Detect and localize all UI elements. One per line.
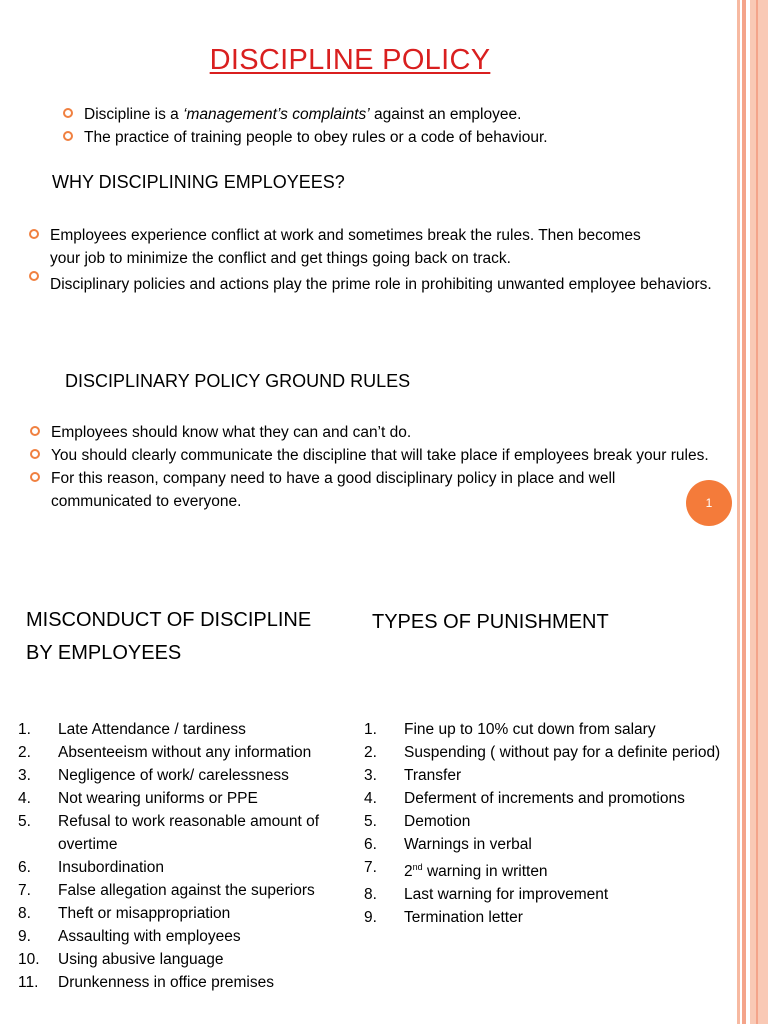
item-text: Assaulting with employees xyxy=(58,928,241,945)
item-text: Demotion xyxy=(404,813,471,830)
list-item xyxy=(364,741,724,764)
item-number: 2. xyxy=(18,744,31,761)
list-item xyxy=(18,925,358,948)
item-superscript: nd xyxy=(412,862,423,872)
bullet-icon xyxy=(30,472,40,482)
list-item xyxy=(18,718,358,741)
list-item: Discipline is a ‘management’s complaints’ against an employee. xyxy=(84,103,724,126)
list-item xyxy=(364,833,724,856)
ground-rules-list xyxy=(51,421,721,513)
list-item: Employees should know what they can and can’t do. xyxy=(51,421,721,444)
item-number: 3. xyxy=(364,767,377,784)
list-item: You should clearly communicate the discipline that will take place if employees break your rules. xyxy=(51,444,721,467)
misconduct-list xyxy=(18,718,358,994)
item-number: 10. xyxy=(18,951,40,968)
item-text: Transfer xyxy=(404,767,462,784)
list-item xyxy=(364,906,724,929)
section-heading-punishment: TYPES OF PUNISHMENT xyxy=(372,611,609,633)
border-stripe xyxy=(756,0,758,1024)
item-text: Late Attendance / tardiness xyxy=(58,721,246,738)
page-number-badge: 1 xyxy=(686,480,732,526)
item-text: False allegation against the superiors xyxy=(58,882,315,899)
list-item: Employees experience conflict at work and sometimes break the rules. Then becomes your job to minimize the conflict and get things going back on track. xyxy=(50,224,650,270)
item-number: 4. xyxy=(364,790,377,807)
item-number: 5. xyxy=(18,813,31,830)
item-number: 8. xyxy=(18,905,31,922)
list-item xyxy=(364,810,724,833)
section-heading-misconduct: MISCONDUCT OF DISCIPLINE BY EMPLOYEES xyxy=(26,609,312,664)
item-text: Negligence of work/ carelessness xyxy=(58,767,289,784)
list-item xyxy=(18,787,358,810)
list-item xyxy=(18,971,358,994)
list-item xyxy=(364,764,724,787)
punishment-list xyxy=(364,718,724,929)
bullet-icon xyxy=(29,229,39,239)
bullet-icon xyxy=(30,449,40,459)
item-number: 2. xyxy=(364,744,377,761)
page-title: DISCIPLINE POLICY xyxy=(209,44,491,76)
list-item xyxy=(18,948,358,971)
list-item xyxy=(18,810,358,856)
item-number: 1. xyxy=(364,721,377,738)
item-number: 11. xyxy=(18,974,39,991)
item-text: Warnings in verbal xyxy=(404,836,532,853)
bullet-icon xyxy=(30,426,40,436)
item-text: Termination letter xyxy=(404,909,523,927)
border-stripe xyxy=(737,0,740,1024)
item-text: Deferment of increments and promotions xyxy=(404,790,685,807)
list-item: Disciplinary policies and actions play the prime role in prohibiting unwanted employee behaviors. xyxy=(50,268,730,302)
item-text: Not wearing uniforms or PPE xyxy=(58,790,258,807)
section-heading-ground-rules: DISCIPLINARY POLICY GROUND RULES xyxy=(65,371,411,391)
item-number: 5. xyxy=(364,813,377,830)
item-number: 7. xyxy=(18,882,31,899)
list-item xyxy=(364,883,724,906)
item-number: 9. xyxy=(18,928,31,945)
item-number: 4. xyxy=(18,790,31,807)
why-list xyxy=(50,224,730,302)
list-item xyxy=(18,902,358,925)
item-text: Refusal to work reasonable amount of overtime xyxy=(58,813,320,853)
item-number: 9. xyxy=(364,909,377,927)
list-item xyxy=(18,741,358,764)
item-text: Fine up to 10% cut down from salary xyxy=(404,721,656,738)
item-text: Drunkenness in office premises xyxy=(58,974,274,991)
bullet-icon xyxy=(63,131,73,141)
item-text: 2 xyxy=(404,863,413,881)
intro-list xyxy=(84,103,724,149)
section-heading-why: WHY DISCIPLINING EMPLOYEES? xyxy=(52,172,345,192)
list-item xyxy=(364,787,724,810)
item-text: Suspending ( without pay for a definite period) xyxy=(404,744,721,761)
list-item xyxy=(18,856,358,879)
list-item xyxy=(18,764,358,787)
list-item xyxy=(18,879,358,902)
border-stripe xyxy=(750,0,768,1024)
bullet-icon xyxy=(63,108,73,118)
item-text: Theft or misappropriation xyxy=(58,905,231,922)
item-number: 3. xyxy=(18,767,31,784)
item-number: 1. xyxy=(18,721,31,738)
list-item: For this reason, company need to have a good disciplinary policy in place and well communicated to everyone. xyxy=(51,467,696,513)
list-item: The practice of training people to obey rules or a code of behaviour. xyxy=(84,126,724,149)
list-item xyxy=(364,718,724,741)
item-number: 6. xyxy=(364,836,377,853)
item-number: 6. xyxy=(18,859,31,876)
item-text: Insubordination xyxy=(58,859,164,876)
item-number: 7. xyxy=(364,859,377,876)
item-number: 8. xyxy=(364,886,377,904)
item-text: Using abusive language xyxy=(58,951,224,968)
border-stripe xyxy=(742,0,746,1024)
bullet-icon xyxy=(29,271,39,281)
item-text: Last warning for improvement xyxy=(404,886,609,904)
item-text: warning in written xyxy=(422,863,548,881)
item-text: Absenteeism without any information xyxy=(58,744,312,761)
list-item xyxy=(364,856,724,883)
